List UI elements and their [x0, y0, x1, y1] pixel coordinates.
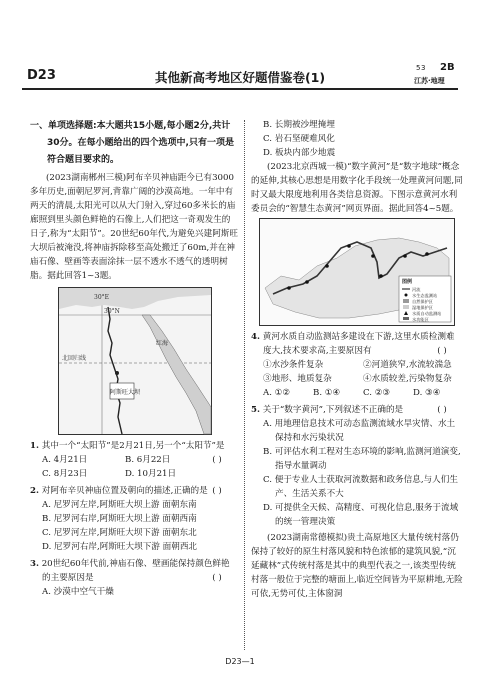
passage-1: (2023湖南郴州三模)阿布辛贝神庙距今已有3000多年历史,面朝尼罗河,背靠广阔的沙漠高地。一年中有两天的清晨,太阳光可以从大门射入,穿过60多米长的庙廊照到里头颜色鲜艳的石像上,人们把这一奇观发生的日子,称为“太阳节”。20世纪60年代,为避免兴建阿斯旺大坝后被淹没,将神庙拆除移至高处搬迁了60m,并在神庙石像、壁画等表面涂抹一层不透水不透气的透明树脂。据此回答1~3题。 — [30, 173, 238, 281]
legend-reserve-swatch — [403, 299, 409, 303]
station-5 — [371, 254, 375, 258]
q2-option-a[interactable]: A. 尼罗河左岸,阿斯旺大坝上游 面朝东南 — [42, 500, 197, 510]
q4-stem: 黄河水质自动监测站多建设在下游,这里水质检测难度大,技术要求高,主要原因有 — [262, 332, 455, 356]
brand-num: 2B — [440, 62, 455, 73]
legend-item-4: 湿地保护区 — [412, 305, 433, 310]
q3-stem: 20世纪60年代前,神庙石像、壁画能保持颜色鲜艳的主要原因是 — [41, 559, 230, 583]
q5-stem: 关于“数字黄河”,下列叙述不正确的是 — [262, 405, 404, 415]
nile-map — [58, 287, 212, 435]
q4-option-b[interactable]: B. ①④ — [313, 388, 341, 398]
q1-answer-blank: ( ) — [212, 455, 222, 465]
brand-top: 53 — [416, 64, 426, 72]
station-4 — [347, 244, 351, 248]
q5-option-c[interactable]: C. 便于专业人士获取河流数据和政务信息,与人们生产、生活关系不大 — [263, 475, 458, 499]
q1-stem: 其中一个“太阳节”是2月21日,另一个“太阳节”是 — [41, 441, 225, 451]
q2-option-b[interactable]: B. 尼罗河右岸,阿斯旺大坝上游 面朝西南 — [42, 514, 197, 524]
station-1 — [287, 286, 291, 290]
q2-number: 2. — [30, 486, 39, 496]
page-footer: D23—1 — [225, 657, 255, 666]
q3-option-b[interactable]: B. 长期被沙埋掩埋 — [263, 120, 335, 130]
left-column — [30, 118, 238, 599]
q4-item-2: ②河道狭窄,水流较湍急 — [363, 360, 452, 370]
sea-label: 红海 — [156, 340, 169, 347]
brand-logo — [414, 64, 456, 88]
station-8 — [425, 252, 429, 256]
q5-option-b[interactable]: B. 可评估水利工程对生态环境的影响,监测河道演变,指导水量调动 — [263, 447, 461, 471]
legend-item-3: 自然保护区 — [412, 299, 433, 304]
station-6 — [379, 274, 383, 278]
legend-wetland-swatch — [403, 305, 409, 309]
q1-option-c[interactable]: C. 8月23日 — [42, 469, 88, 479]
yellow-river-map — [259, 218, 455, 326]
dam-label: 阿斯旺大坝 — [110, 389, 141, 396]
station-3 — [325, 264, 329, 268]
q3-number: 3. — [30, 559, 39, 569]
question-3 — [30, 557, 238, 599]
legend-item-5: 水质自动监测站 — [412, 311, 442, 316]
page-id: D23 — [27, 68, 56, 83]
legend-zone-swatch — [403, 317, 409, 320]
q2-option-c[interactable]: C. 尼罗河左岸,阿斯旺大坝下游 面朝东北 — [42, 528, 197, 538]
legend-item-6: 水功能区 — [412, 317, 429, 322]
q4-item-1: ①水沙条件复杂 — [263, 360, 324, 370]
question-5 — [251, 403, 463, 529]
passage-3: (2023湖南常德模拟)贵土高原地区大量传统村落仍保持了较好的原生村落风貌和特色浓郁的建筑风貌,“沉延藏林”式传统村落是其中的典型代表之一,该类型传统村落一般位于完整的塘面上,临近空间皆为平原耕地,无险可依,无势可仗,主体窗洞 — [251, 533, 463, 599]
lat-label: 30°N — [104, 308, 120, 315]
station-2 — [305, 280, 309, 284]
section-heading — [30, 118, 238, 169]
q5-option-a[interactable]: A. 用地理信息技术可动态监测流域水旱灾情、水土保持和水污染状况 — [263, 419, 456, 443]
q5-answer-blank: ( ) — [437, 405, 447, 415]
q1-option-a[interactable]: A. 4月21日 — [42, 455, 88, 465]
question-2 — [30, 484, 238, 554]
q3-option-a[interactable]: A. 沙漠中空气干燥 — [42, 587, 114, 597]
brand-subject: 江苏·地理 — [414, 77, 445, 85]
q4-item-3: ③地形、地质复杂 — [263, 374, 332, 384]
page-header — [0, 0, 480, 90]
lon-label: 30°E — [94, 294, 110, 301]
section-instructions: 单项选择题:本大题共15小题,每小题2分,共计30分。在每小题给出的四个选项中,只有一项是符合题目要求的。 — [47, 121, 234, 165]
q2-option-d[interactable]: D. 尼罗河右岸,阿斯旺大坝下游 面朝西北 — [42, 542, 198, 552]
legend-item-2: 水生态监测站 — [412, 293, 438, 298]
legend-station-swatch — [405, 294, 408, 297]
q3-option-d[interactable]: D. 板块内部少地震 — [263, 148, 336, 158]
q4-answer-blank: ( ) — [437, 346, 447, 356]
q3-option-c[interactable]: C. 岩石坚硬难风化 — [263, 134, 335, 144]
q4-option-a[interactable]: A. ①② — [263, 388, 291, 398]
aswan-dot — [115, 371, 119, 375]
q4-number: 4. — [251, 332, 260, 342]
q4-option-d[interactable]: D. ③④ — [413, 388, 441, 398]
q3-answer-blank: ( ) — [212, 573, 222, 583]
q4-item-4: ④水质较差,污染物复杂 — [363, 374, 452, 384]
legend-item-1: 河流 — [412, 287, 421, 292]
station-7 — [403, 254, 407, 258]
column-divider — [244, 120, 245, 650]
question-1 — [30, 439, 238, 481]
q1-number: 1. — [30, 441, 39, 451]
passage-2: (2023北京西城一模)“数字黄河”是“数字地球”概念的延伸,其核心思想是用数字化手段统一处理黄河问题,同时又最大限度地利用各类信息资源。下图示意黄河水利委员会的“智慧生态黄河”网页界面。据此回答4~5题。 — [251, 162, 463, 214]
page-title: 其他新高考地区好题借鉴卷(1) — [154, 70, 326, 85]
q2-stem: 对阿布辛贝神庙位置及朝向的描述,正确的是 — [41, 486, 208, 496]
q2-answer-blank: ( ) — [212, 486, 222, 496]
q5-number: 5. — [251, 405, 260, 415]
section-number: 一、 — [30, 121, 49, 131]
tropic-label: 北回归线 — [62, 355, 87, 362]
right-column — [251, 118, 463, 601]
q1-option-d[interactable]: D. 10月21日 — [125, 469, 177, 479]
legend-title: 图例 — [402, 279, 413, 285]
q1-option-b[interactable]: B. 6月22日 — [125, 455, 171, 465]
header-rule — [22, 88, 458, 90]
question-4 — [251, 330, 463, 400]
q5-option-d[interactable]: D. 可提供全天候、高精度、可视化信息,服务于流域的统一管理决策 — [263, 503, 459, 527]
q4-option-c[interactable]: C. ②③ — [363, 388, 391, 398]
